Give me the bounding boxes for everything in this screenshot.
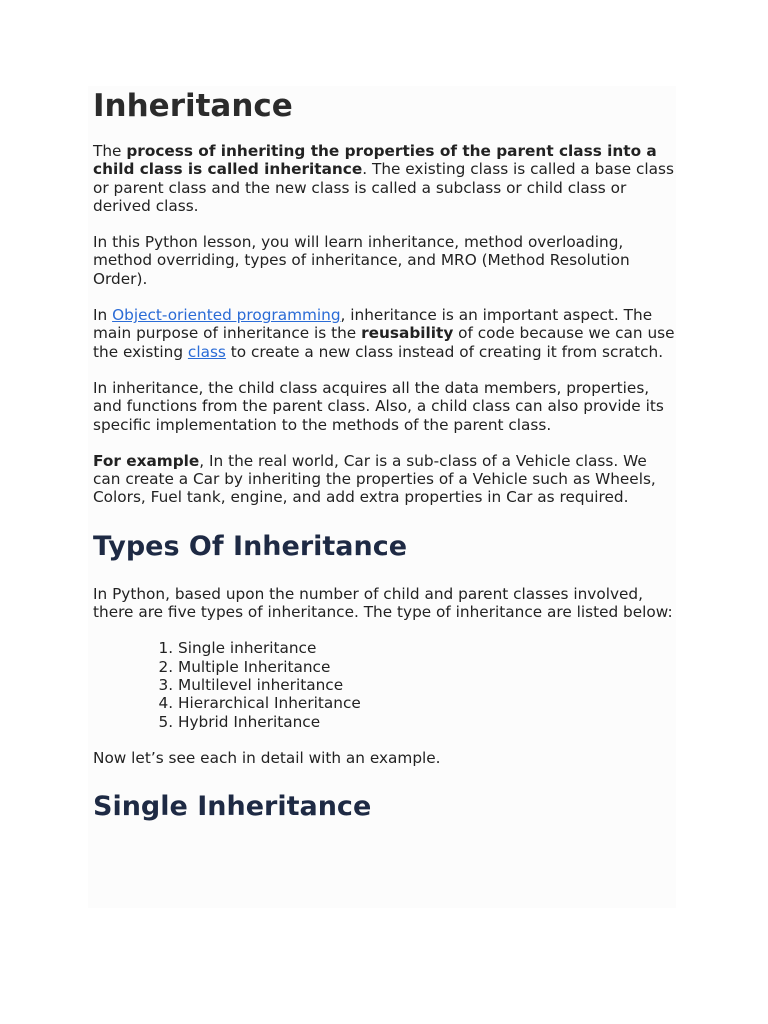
oop-link[interactable]: Object-oriented programming [112,306,341,325]
inheritance-definition: process of inheriting the properties of the parent class into a child class is called inheritance [93,142,657,179]
intro-paragraph-2: In this Python lesson, you will learn inheritance, method overloading, method overriding, types of inheritance, and MRO (Method Resolution Order). [93,233,630,288]
example-label: For example [93,451,200,470]
list-item: 5. Hybrid Inheritance [178,713,678,731]
list-item: 1. Single inheritance [178,639,678,657]
types-paragraph-2: Now let’s see each in detail with an example. [93,748,441,767]
single-inheritance-heading: Single Inheritance [93,791,372,823]
intro-paragraph-1: The process of inheriting the properties of the parent class into a child class is called inheritance. The existing class is called a base class or parent class and the new class is called a subclass or child class or derived class. [93,142,674,215]
reusability-text: reusability [361,324,454,343]
list-item: 3. Multilevel inheritance [178,676,678,694]
intro-paragraph-3: In Object-oriented programming, inheritance is an important aspect. The main purpose of inheritance is the reusability of code because we can use the existing class to create a new class instead of creating it from scratch. [93,306,675,361]
intro-paragraph-4: In inheritance, the child class acquires all the data members, properties, and functions from the parent class. Also, a child class can also provide its specific implementation to the methods of the parent class. [93,378,664,434]
types-heading: Types Of Inheritance [93,530,408,562]
article [93,84,678,825]
example-paragraph: For example, In the real world, Car is a sub-class of a Vehicle class. We can create a Car by inheriting the properties of a Vehicle such as Wheels, Colors, Fuel tank, engine, and add extra properties in Car as required. [93,451,656,507]
class-link[interactable]: class [187,342,226,361]
types-list [93,639,678,730]
page-title: Inheritance [93,88,293,124]
list-item: 2. Multiple Inheritance [178,658,678,676]
list-item: 4. Hierarchical Inheritance [178,694,678,712]
types-paragraph: In Python, based upon the number of child and parent classes involved, there are five types of inheritance. The type of inheritance are listed below: [93,584,673,622]
